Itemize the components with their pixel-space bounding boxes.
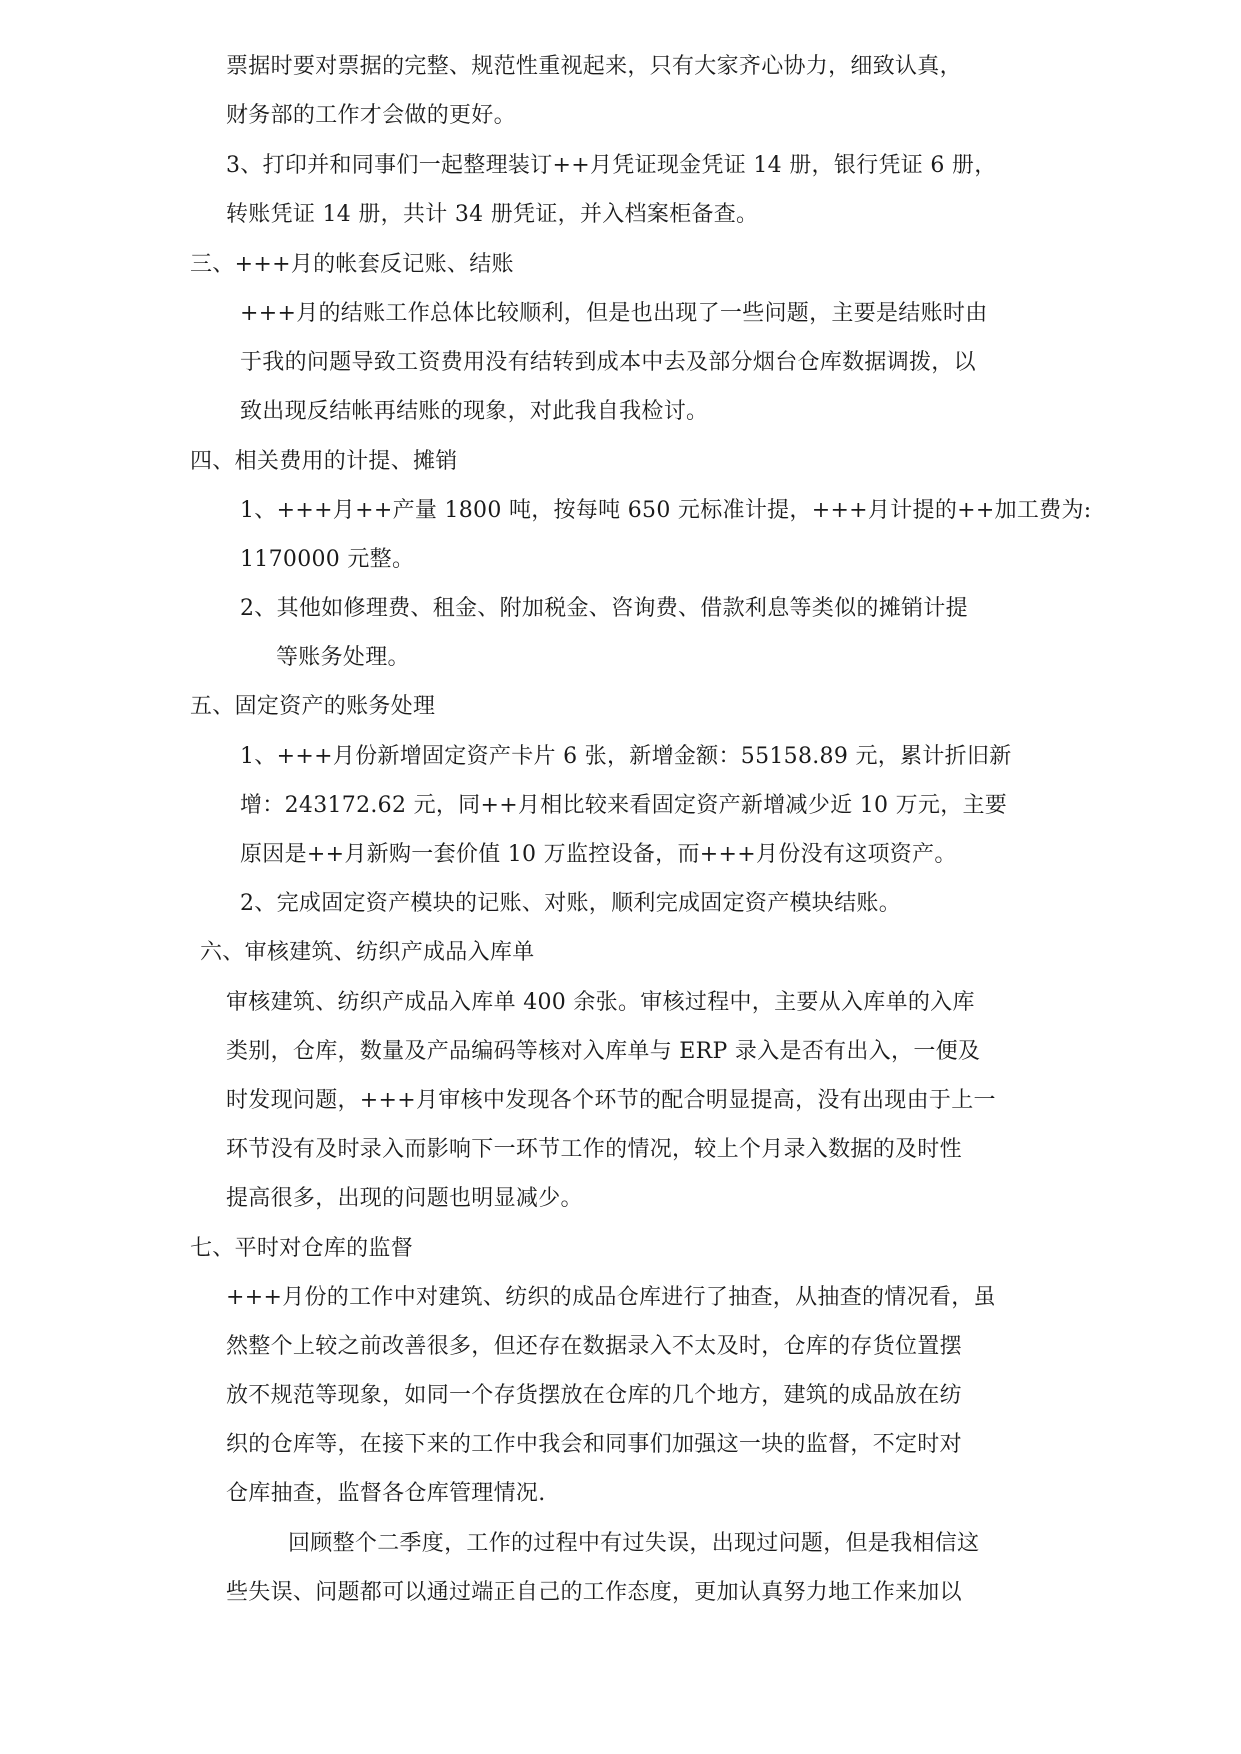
text-line: 财务部的工作才会做的更好。	[226, 103, 516, 128]
text-line: 些失误、问题都可以通过端正自己的工作态度，更加认真努力地工作来加以	[226, 1580, 962, 1605]
section-heading: 三、+++月的帐套反记账、结账	[190, 252, 514, 277]
text-line: 原因是++月新购一套价值 10 万监控设备，而+++月份没有这项资产。	[240, 842, 957, 867]
text-line: 2、其他如修理费、租金、附加税金、咨询费、借款利息等类似的摊销计提	[240, 596, 968, 621]
section-heading: 四、相关费用的计提、摊销	[190, 449, 458, 474]
text-line: 1170000 元整。	[240, 547, 415, 572]
text-line: 织的仓库等，在接下来的工作中我会和同事们加强这一块的监督，不定时对	[226, 1432, 962, 1457]
text-line: 类别，仓库，数量及产品编码等核对入库单与 ERP 录入是否有出入，一便及	[226, 1039, 981, 1064]
text-line: 票据时要对票据的完整、规范性重视起来，只有大家齐心协力，细致认真，	[226, 54, 962, 79]
text-line: 仓库抽查，监督各仓库管理情况.	[226, 1481, 546, 1506]
text-line: 增：243172.62 元，同++月相比较来看固定资产新增减少近 10 万元，主要	[240, 793, 1008, 818]
text-line: 然整个上较之前改善很多，但还存在数据录入不太及时，仓库的存货位置摆	[226, 1334, 962, 1359]
text-line: 3、打印并和同事们一起整理装订++月凭证现金凭证 14 册，银行凭证 6 册，	[226, 153, 997, 178]
text-line: 放不规范等现象，如同一个存货摆放在仓库的几个地方，建筑的成品放在纺	[226, 1383, 962, 1408]
text-line: 于我的问题导致工资费用没有结转到成本中去及部分烟台仓库数据调拨，以	[240, 350, 976, 375]
text-line: 环节没有及时录入而影响下一环节工作的情况，较上个月录入数据的及时性	[226, 1137, 962, 1162]
text-line: 2、完成固定资产模块的记账、对账，顺利完成固定资产模块结账。	[240, 891, 901, 916]
section-heading: 五、固定资产的账务处理	[190, 694, 436, 719]
text-line: 等账务处理。	[276, 645, 410, 670]
text-line: 1、+++月++产量 1800 吨，按每吨 650 元标准计提，+++月计提的++加工费为:	[240, 498, 1092, 523]
text-line: 转账凭证 14 册，共计 34 册凭证，并入档案柜备查。	[226, 202, 759, 227]
section-heading: 六、审核建筑、纺织产成品入库单	[200, 940, 535, 965]
text-line: 1、+++月份新增固定资产卡片 6 张，新增金额：55158.89 元，累计折旧新	[240, 744, 1012, 769]
text-line: 提高很多，出现的问题也明显减少。	[226, 1186, 583, 1211]
text-line: 回顾整个二季度，工作的过程中有过失误，出现过问题，但是我相信这	[288, 1531, 980, 1556]
text-line: +++月的结账工作总体比较顺利，但是也出现了一些问题，主要是结账时由	[240, 301, 988, 326]
text-line: 致出现反结帐再结账的现象，对此我自我检讨。	[240, 399, 709, 424]
text-line: 时发现问题，+++月审核中发现各个环节的配合明显提高，没有出现由于上一	[226, 1088, 996, 1113]
text-line: 审核建筑、纺织产成品入库单 400 余张。审核过程中，主要从入库单的入库	[226, 990, 975, 1015]
text-line: +++月份的工作中对建筑、纺织的成品仓库进行了抽查，从抽查的情况看，虽	[226, 1285, 996, 1310]
section-heading: 七、平时对仓库的监督	[190, 1236, 414, 1261]
